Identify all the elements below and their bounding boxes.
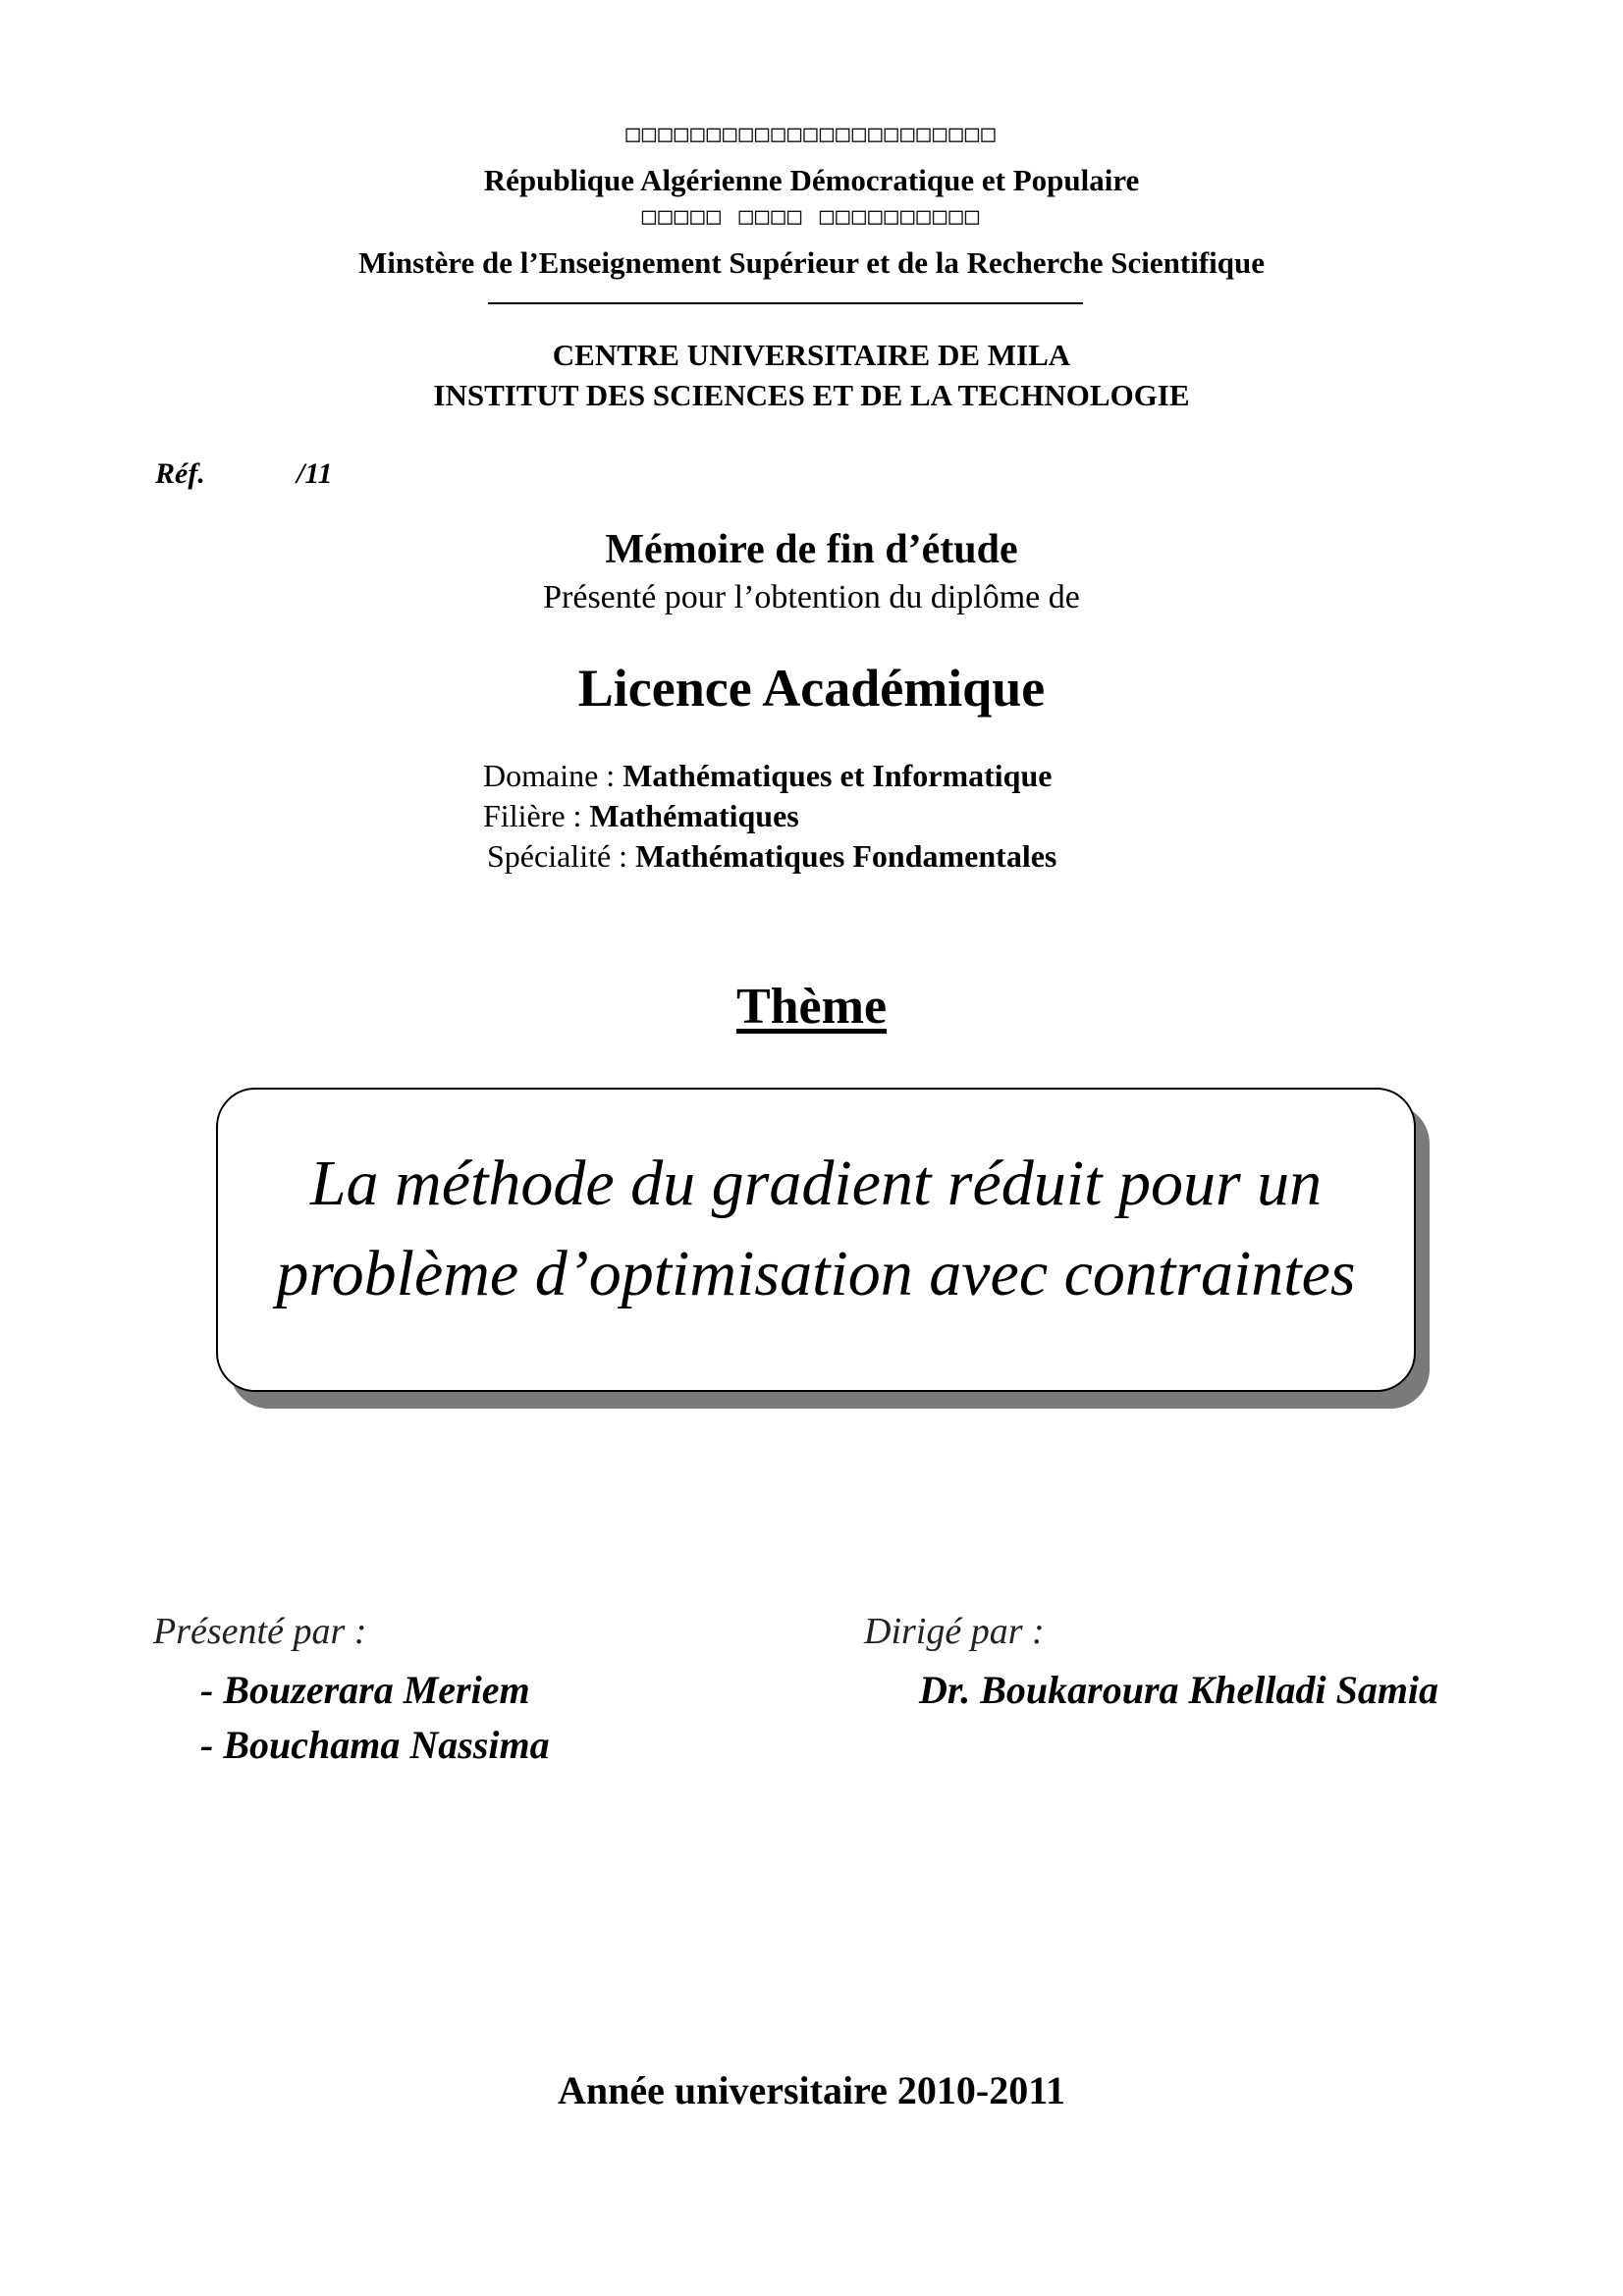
- arabic-header-line-1: □□□□□□□□□□□□□□□□□□□□□□□: [625, 120, 998, 147]
- specialite-value: Mathématiques Fondamentales: [635, 838, 1057, 874]
- author-name-1: - Bouzerara Meriem: [200, 1668, 530, 1712]
- degree-title: Licence Académique: [577, 659, 1046, 718]
- academic-year: Année universitaire 2010-2011: [557, 2068, 1065, 2112]
- author-name-2: - Bouchama Nassima: [200, 1723, 550, 1767]
- directed-label: Dirigé par :: [864, 1611, 1045, 1652]
- supervisor-name: Dr. Boukaroura Khelladi Samia: [919, 1668, 1439, 1712]
- filiere-label: Filière :: [483, 798, 590, 833]
- theme-title: [216, 1139, 1416, 1319]
- domaine-value: Mathématiques et Informatique: [622, 758, 1053, 793]
- presented-label: Présenté par :: [153, 1611, 367, 1652]
- filiere-line: [483, 798, 799, 834]
- institute-line: INSTITUT DES SCIENCES ET DE LA TECHNOLOGIE: [433, 378, 1190, 412]
- domaine-line: [483, 758, 1052, 794]
- domaine-label: Domaine :: [483, 758, 623, 793]
- republic-line: République Algérienne Démocratique et Populaire: [483, 163, 1140, 197]
- theme-line-2: problème d’optimisation avec contraintes: [276, 1238, 1356, 1309]
- ref-value: /11: [297, 457, 333, 490]
- filiere-value: Mathématiques: [589, 798, 799, 833]
- specialite-line: [487, 838, 1056, 875]
- theme-heading: Thème: [735, 979, 888, 1035]
- memoire-subtitle: Présenté pour l’obtention du diplôme de: [543, 579, 1080, 615]
- centre-line: CENTRE UNIVERSITAIRE DE MILA: [552, 338, 1071, 372]
- memoire-title: Mémoire de fin d’étude: [605, 527, 1018, 572]
- specialite-label: Spécialité :: [487, 838, 636, 874]
- ref-label: Réf.: [155, 457, 205, 490]
- header-divider: [488, 302, 1083, 304]
- arabic-header-line-2: □□□□□ □□□□ □□□□□□□□□□: [641, 202, 982, 230]
- theme-line-1: La méthode du gradient réduit pour un: [309, 1148, 1323, 1219]
- ministry-line: Minstère de l’Enseignement Supérieur et de la Recherche Scientifique: [358, 245, 1265, 280]
